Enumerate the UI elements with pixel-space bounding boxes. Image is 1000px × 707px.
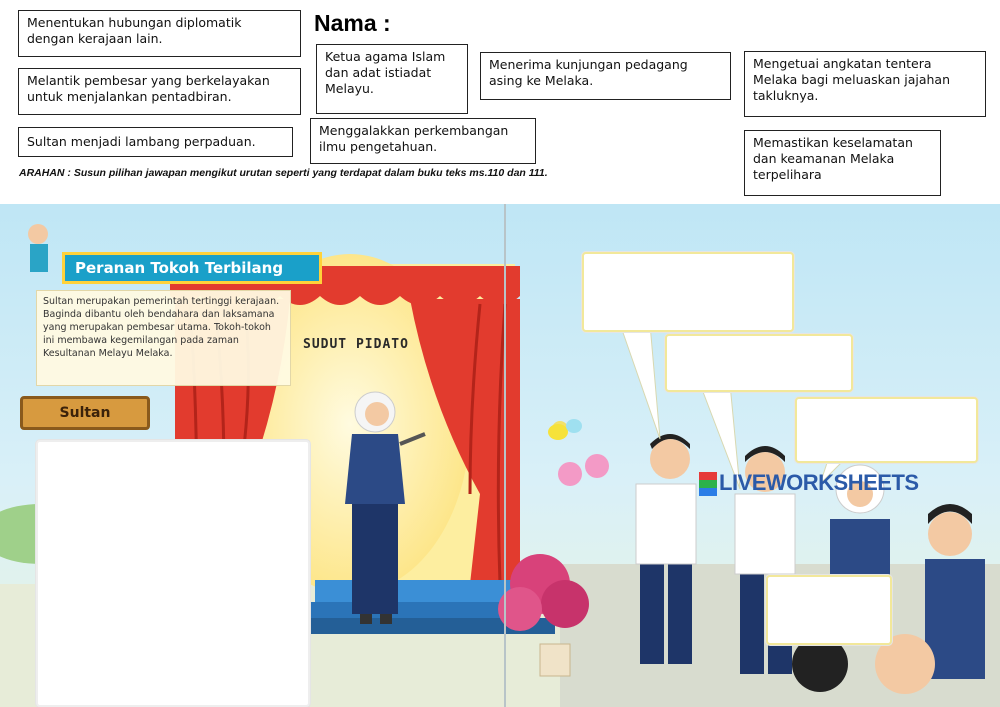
drop-zone-sultan-box[interactable] [36, 440, 310, 707]
instruction-text: ARAHAN : Susun pilihan jawapan mengikut urutan seperti yang terdapat dalam buku teks ms.110 dan 111. [19, 167, 548, 179]
answer-card-5[interactable]: Menggalakkan perkembangan ilmu pengetahuan. [310, 118, 536, 164]
illustration-scene [0, 204, 1000, 707]
name-label: Nama : [314, 10, 391, 36]
stage-sign: SUDUT PIDATO [303, 337, 409, 352]
answer-card-4[interactable]: Ketua agama Islam dan adat istiadat Melayu. [316, 44, 468, 114]
sultan-signpost: Sultan [20, 396, 150, 430]
answer-card-6[interactable]: Menerima kunjungan pedagang asing ke Melaka. [480, 52, 731, 100]
logo-text: LIVEWORKSHEETS [719, 470, 919, 495]
drop-zone-bubble-2[interactable] [665, 334, 853, 392]
answer-card-8[interactable]: Memastikan keselamatan dan keamanan Melaka terpelihara [744, 130, 941, 196]
live-badge-icon [699, 472, 717, 496]
answer-card-7[interactable]: Mengetuai angkatan tentera Melaka bagi meluaskan jajahan takluknya. [744, 51, 986, 117]
liveworksheets-logo [699, 470, 919, 496]
drop-zone-bubble-1[interactable] [582, 252, 794, 332]
answer-card-3[interactable]: Sultan menjadi lambang perpaduan. [18, 127, 293, 157]
answer-card-1[interactable]: Menentukan hubungan diplomatik dengan kerajaan lain. [18, 10, 301, 57]
section-title-banner: Peranan Tokoh Terbilang [62, 252, 322, 284]
answer-card-2[interactable]: Melantik pembesar yang berkelayakan untuk menjalankan pentadbiran. [18, 68, 301, 115]
drop-zone-bubble-3[interactable] [795, 397, 978, 463]
intro-paragraph: Sultan merupakan pemerintah tertinggi kerajaan. Baginda dibantu oleh bendahara dan laksamana yang merupakan pembesar utama. Tokoh-tokoh ini membawa kegemilangan pada zaman Kesultanan Melayu Melaka. [36, 290, 291, 386]
drop-zone-bubble-4[interactable] [766, 575, 892, 645]
